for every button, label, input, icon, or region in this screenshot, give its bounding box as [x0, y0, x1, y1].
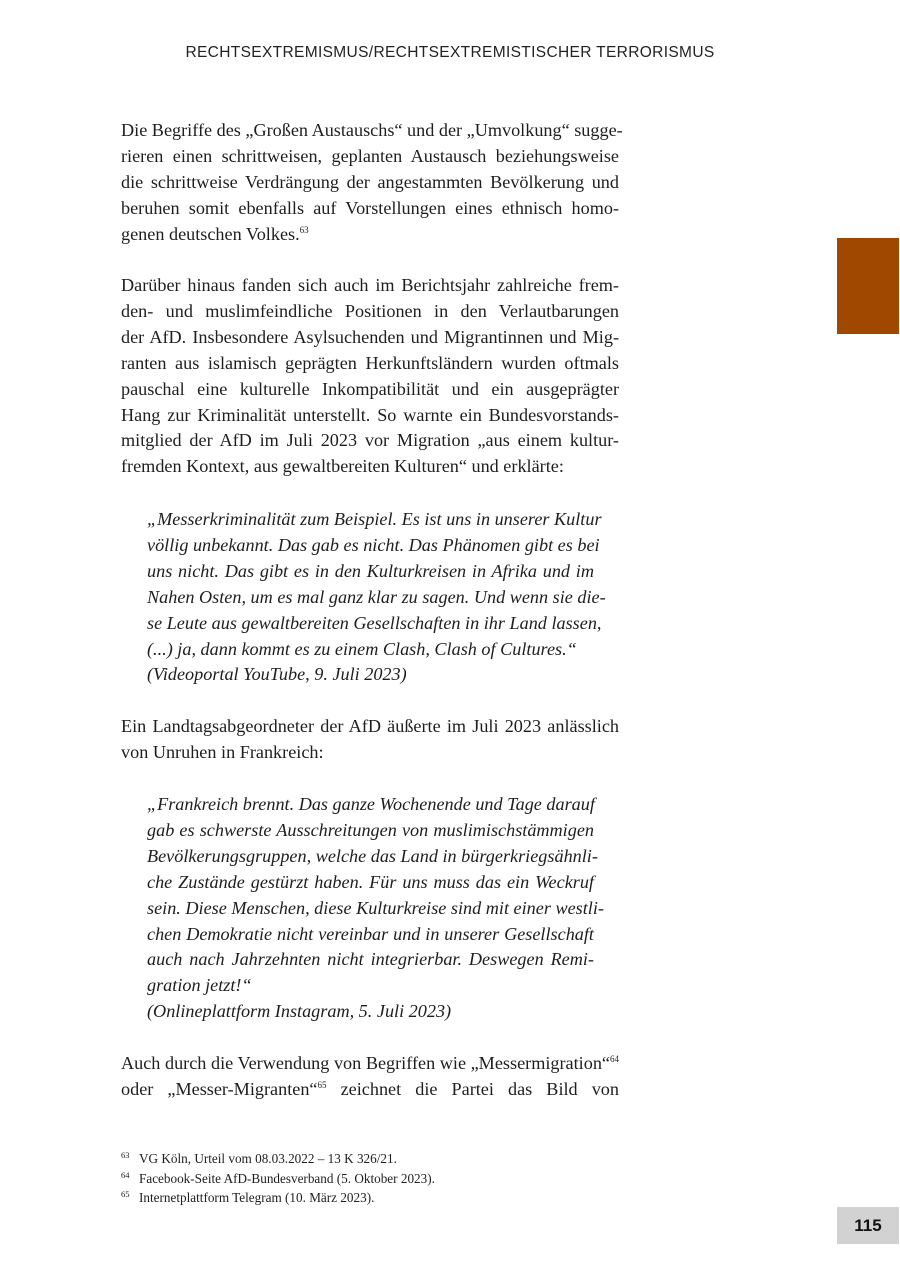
footnote-number: 64 — [121, 1169, 130, 1180]
footnote-text: VG Köln, Urteil vom 08.03.2022 – 13 K 326/21. — [139, 1151, 397, 1166]
quote-line: (...) ja, dann kommt es zu einem Clash, Clash of Cultures.“ — [147, 638, 577, 659]
text-line — [121, 222, 619, 248]
footnote-63 — [121, 1149, 641, 1169]
paragraph-3 — [121, 714, 619, 766]
footnote-number: 65 — [121, 1189, 130, 1199]
quote-line: chen Demokratie nicht vereinbar und in unserer Gesellschaft — [147, 923, 594, 944]
footnote-ref-65[interactable]: 65 — [317, 1079, 327, 1090]
text-line: Ein Landtagsabgeordneter der AfD äußerte im Juli 2023 anlässlich — [121, 716, 619, 736]
text-line: mitglied der AfD im Juli 2023 vor Migration „aus einem kultur- — [121, 430, 619, 451]
footnote-64 — [121, 1169, 641, 1189]
text-line: die schrittweise Verdrängung der angestammten Bevölkerung und — [121, 171, 619, 192]
footnote-number: 63 — [121, 1150, 130, 1160]
quote-line: völlig unbekannt. Das gab es nicht. Das Phänomen gibt es bei — [147, 534, 600, 555]
text-line: Die Begriffe des „Großen Austauschs“ und der „Umvolkung“ sugge- — [121, 120, 623, 140]
text-line: den- und muslimfeindliche Positionen in den Verlautbarungen — [121, 300, 619, 321]
footnote-text: Internetplattform Telegram (10. März 2023). — [139, 1190, 375, 1205]
quote-line: „Frankreich brennt. Das ganze Wochenende und Tage darauf — [147, 794, 595, 814]
text-line: von Unruhen in Frankreich: — [121, 741, 324, 762]
quote-line: „Messerkriminalität zum Beispiel. Es ist uns in unserer Kultur — [147, 509, 602, 529]
paragraph-2 — [121, 273, 619, 480]
text-line: der AfD. Insbesondere Asylsuchenden und Migrantinnen und Mig- — [121, 326, 619, 347]
quote-line: Nahen Osten, um es mal ganz klar zu sagen. Und wenn sie die- — [147, 586, 606, 607]
text-line: pauschal eine kulturelle Inkompatibilität und ein ausgeprägter — [121, 378, 619, 399]
quote-line: gab es schwerste Ausschreitungen von muslimischstämmigen — [147, 819, 594, 840]
footnote-65 — [121, 1188, 641, 1208]
text-line: fremden Kontext, aus gewaltbereiten Kulturen“ und erklärte: — [121, 456, 564, 477]
quote-source: (Videoportal YouTube, 9. Juli 2023) — [147, 664, 407, 685]
page-number: 115 — [837, 1207, 899, 1244]
block-quote-1 — [147, 507, 606, 688]
footnote-ref-64[interactable]: 64 — [610, 1054, 619, 1064]
text-line — [121, 1077, 619, 1103]
text-line: beruhen somit ebenfalls auf Vorstellungen eines ethnisch homo- — [121, 197, 619, 218]
quote-line: gration jetzt!“ — [147, 975, 252, 996]
text-line-content: genen deutschen Volkes. — [121, 223, 300, 244]
quote-line: che Zustände gestürzt haben. Für uns muss das ein Weckruf — [147, 871, 594, 892]
quote-source: (Onlineplattform Instagram, 5. Juli 2023) — [147, 1001, 452, 1022]
text-line-content: oder „Messer-Migranten“$^{65}$ zeichnet die Partei das Bild von — [121, 1078, 619, 1099]
running-head: RECHTSEXTREMISMUS/RECHTSEXTREMISTISCHER TERRORISMUS — [185, 44, 715, 61]
quote-line: uns nicht. Das gibt es in den Kulturkreisen in Afrika und im — [147, 560, 594, 581]
quote-line: sein. Diese Menschen, diese Kulturkreise sind mit einer westli- — [147, 897, 604, 918]
quote-line: se Leute aus gewaltbereiten Gesellschaften in ihr Land lassen, — [147, 612, 602, 633]
quote-line: auch nach Jahrzehnten nicht integrierbar. Deswegen Remi- — [147, 949, 594, 970]
paragraph-4 — [121, 1051, 619, 1103]
text-line: Hang zur Kriminalität unterstellt. So warnte ein Bundesvorstands- — [121, 404, 619, 425]
paragraph-1 — [121, 118, 623, 248]
text-line: ranten aus islamisch geprägten Herkunftsländern wurden oftmals — [121, 352, 619, 373]
text-line-content: Auch durch die Verwendung von Begriffen wie „Messermigration“ — [121, 1053, 610, 1073]
chapter-tab-marker — [837, 238, 899, 334]
footnote-text: Facebook-Seite AfD-Bundesverband (5. Oktober 2023). — [139, 1170, 435, 1186]
text-line — [121, 1051, 619, 1077]
footnote-ref-63[interactable]: 63 — [299, 224, 309, 235]
text-line: Darüber hinaus fanden sich auch im Berichtsjahr zahlreiche frem- — [121, 275, 619, 295]
footnotes — [121, 1149, 641, 1208]
quote-line: Bevölkerungsgruppen, welche das Land in bürgerkriegsähnli- — [147, 845, 598, 866]
block-quote-2 — [147, 792, 604, 1025]
text-line: rieren einen schrittweisen, geplanten Austausch beziehungsweise — [121, 145, 619, 166]
